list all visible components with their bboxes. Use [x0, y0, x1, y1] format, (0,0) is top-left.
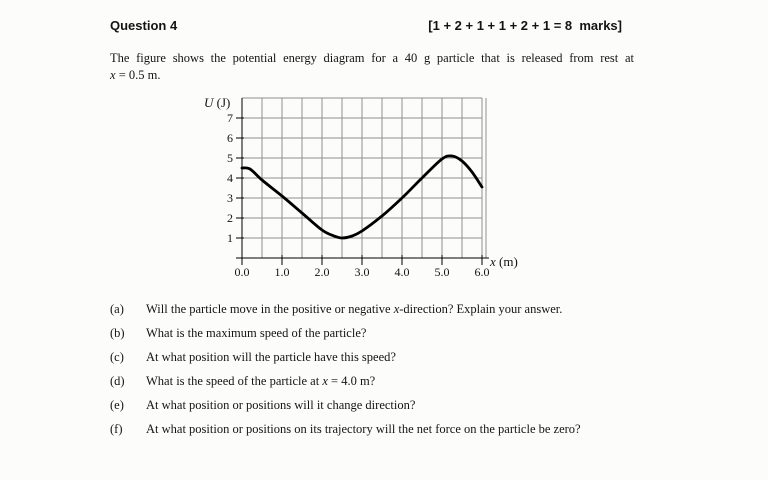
question-label: (b): [110, 326, 125, 340]
question-header: [110, 18, 622, 33]
x-tick-label: 2.0: [314, 265, 330, 279]
y-tick-label: 3: [227, 191, 233, 205]
x-axis-title: x (m): [490, 254, 518, 269]
question-label: (f): [110, 422, 123, 436]
marks-allocation: [1 + 2 + 1 + 1 + 2 + 1 = 8 marks]: [428, 18, 622, 33]
y-tick-label: 6: [227, 131, 233, 145]
question-item-a: [110, 303, 670, 317]
intro-paragraph: [110, 50, 634, 84]
potential-energy-diagram: [196, 90, 526, 290]
question-label: (e): [110, 398, 124, 412]
question-text: Will the particle move in the positive or negative x-direction? Explain your answer.: [146, 302, 563, 316]
y-axis-title: U (J): [204, 95, 231, 110]
intro-line-2: x = 0.5 m.: [110, 68, 161, 82]
y-tick-label: 2: [227, 211, 233, 225]
y-tick-label: 7: [227, 111, 233, 125]
question-item-f: [110, 423, 670, 437]
question-item-e: [110, 399, 670, 413]
question-label: (a): [110, 302, 124, 316]
x-tick-label: 3.0: [354, 265, 370, 279]
question-text: At what position or positions on its trajectory will the net force on the particle be zero?: [146, 422, 581, 436]
question-text: What is the speed of the particle at x = 4.0 m?: [146, 374, 376, 388]
question-list: [110, 303, 670, 447]
question-item-d: [110, 375, 670, 389]
question-label: (c): [110, 350, 124, 364]
question-text: What is the maximum speed of the particle?: [146, 326, 367, 340]
question-label: (d): [110, 374, 125, 388]
chart-tick-labels: [227, 111, 490, 279]
potential-energy-chart: [196, 90, 526, 290]
x-tick-label: 5.0: [434, 265, 450, 279]
y-tick-label: 1: [227, 231, 233, 245]
question-text: At what position will the particle have this speed?: [146, 350, 396, 364]
intro-line-1: The figure shows the potential energy diagram for a 40 g particle that is released from rest at: [110, 51, 634, 65]
chart-grid: [242, 98, 486, 258]
x-tick-label: 0.0: [234, 265, 250, 279]
question-item-b: [110, 327, 670, 341]
x-tick-label: 1.0: [274, 265, 290, 279]
x-tick-label: 4.0: [394, 265, 410, 279]
y-tick-label: 5: [227, 151, 233, 165]
question-title: Question 4: [110, 18, 178, 33]
y-tick-label: 4: [227, 171, 233, 185]
question-item-c: [110, 351, 670, 365]
x-tick-label: 6.0: [474, 265, 490, 279]
chart-tick-marks: [236, 118, 482, 265]
question-text: At what position or positions will it change direction?: [146, 398, 416, 412]
